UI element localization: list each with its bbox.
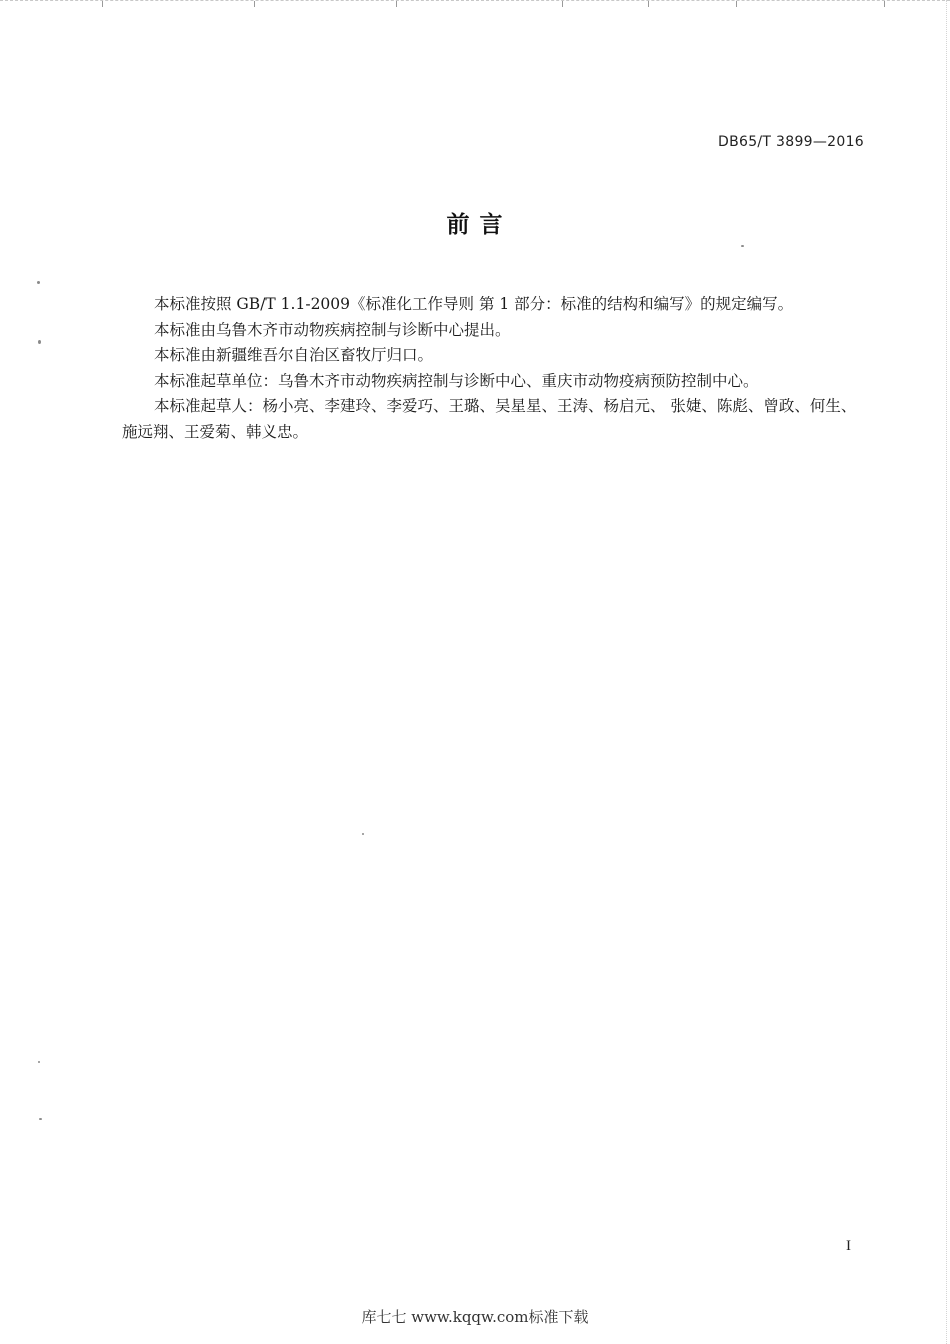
paragraph-drafters: 本标准起草人：杨小亮、李建玲、李爱巧、王璐、吴星星、王涛、杨启元、 张婕、陈彪、曾政、何生、施远翔、王爱菊、韩义忠。	[122, 397, 857, 441]
scan-speck	[37, 281, 40, 284]
page-number: I	[846, 1238, 851, 1254]
edge-tick	[254, 1, 255, 7]
edge-tick	[396, 1, 397, 7]
scan-speck	[38, 340, 41, 344]
edge-tick	[102, 1, 103, 7]
page-top-edge	[0, 0, 950, 8]
paragraph-centralized-by: 本标准由新疆维吾尔自治区畜牧厅归口。	[154, 346, 434, 364]
page-title: 前 言	[446, 212, 504, 238]
standard-code: DB65/T 3899—2016	[718, 134, 864, 150]
edge-tick	[562, 1, 563, 7]
edge-tick	[648, 1, 649, 7]
scan-speck	[741, 245, 744, 247]
paragraph-drafting-rules: 本标准按照 GB/T 1.1-2009《标准化工作导则 第 1 部分：标准的结构和编写》的规定编写。	[154, 295, 794, 313]
foreword-body	[122, 292, 862, 445]
scan-speck	[362, 833, 364, 835]
page-right-edge	[946, 0, 948, 1344]
paragraph-drafting-units: 本标准起草单位：乌鲁木齐市动物疾病控制与诊断中心、重庆市动物疫病预防控制中心。	[154, 371, 759, 390]
paragraph-proposer: 本标准由乌鲁木齐市动物疾病控制与诊断中心提出。	[154, 320, 511, 339]
scan-speck	[39, 1118, 42, 1120]
scan-speck	[38, 1061, 40, 1063]
edge-tick	[736, 1, 737, 7]
footer-watermark: 库七七 www.kqqw.com标准下载	[361, 1308, 589, 1326]
edge-tick	[884, 1, 885, 7]
